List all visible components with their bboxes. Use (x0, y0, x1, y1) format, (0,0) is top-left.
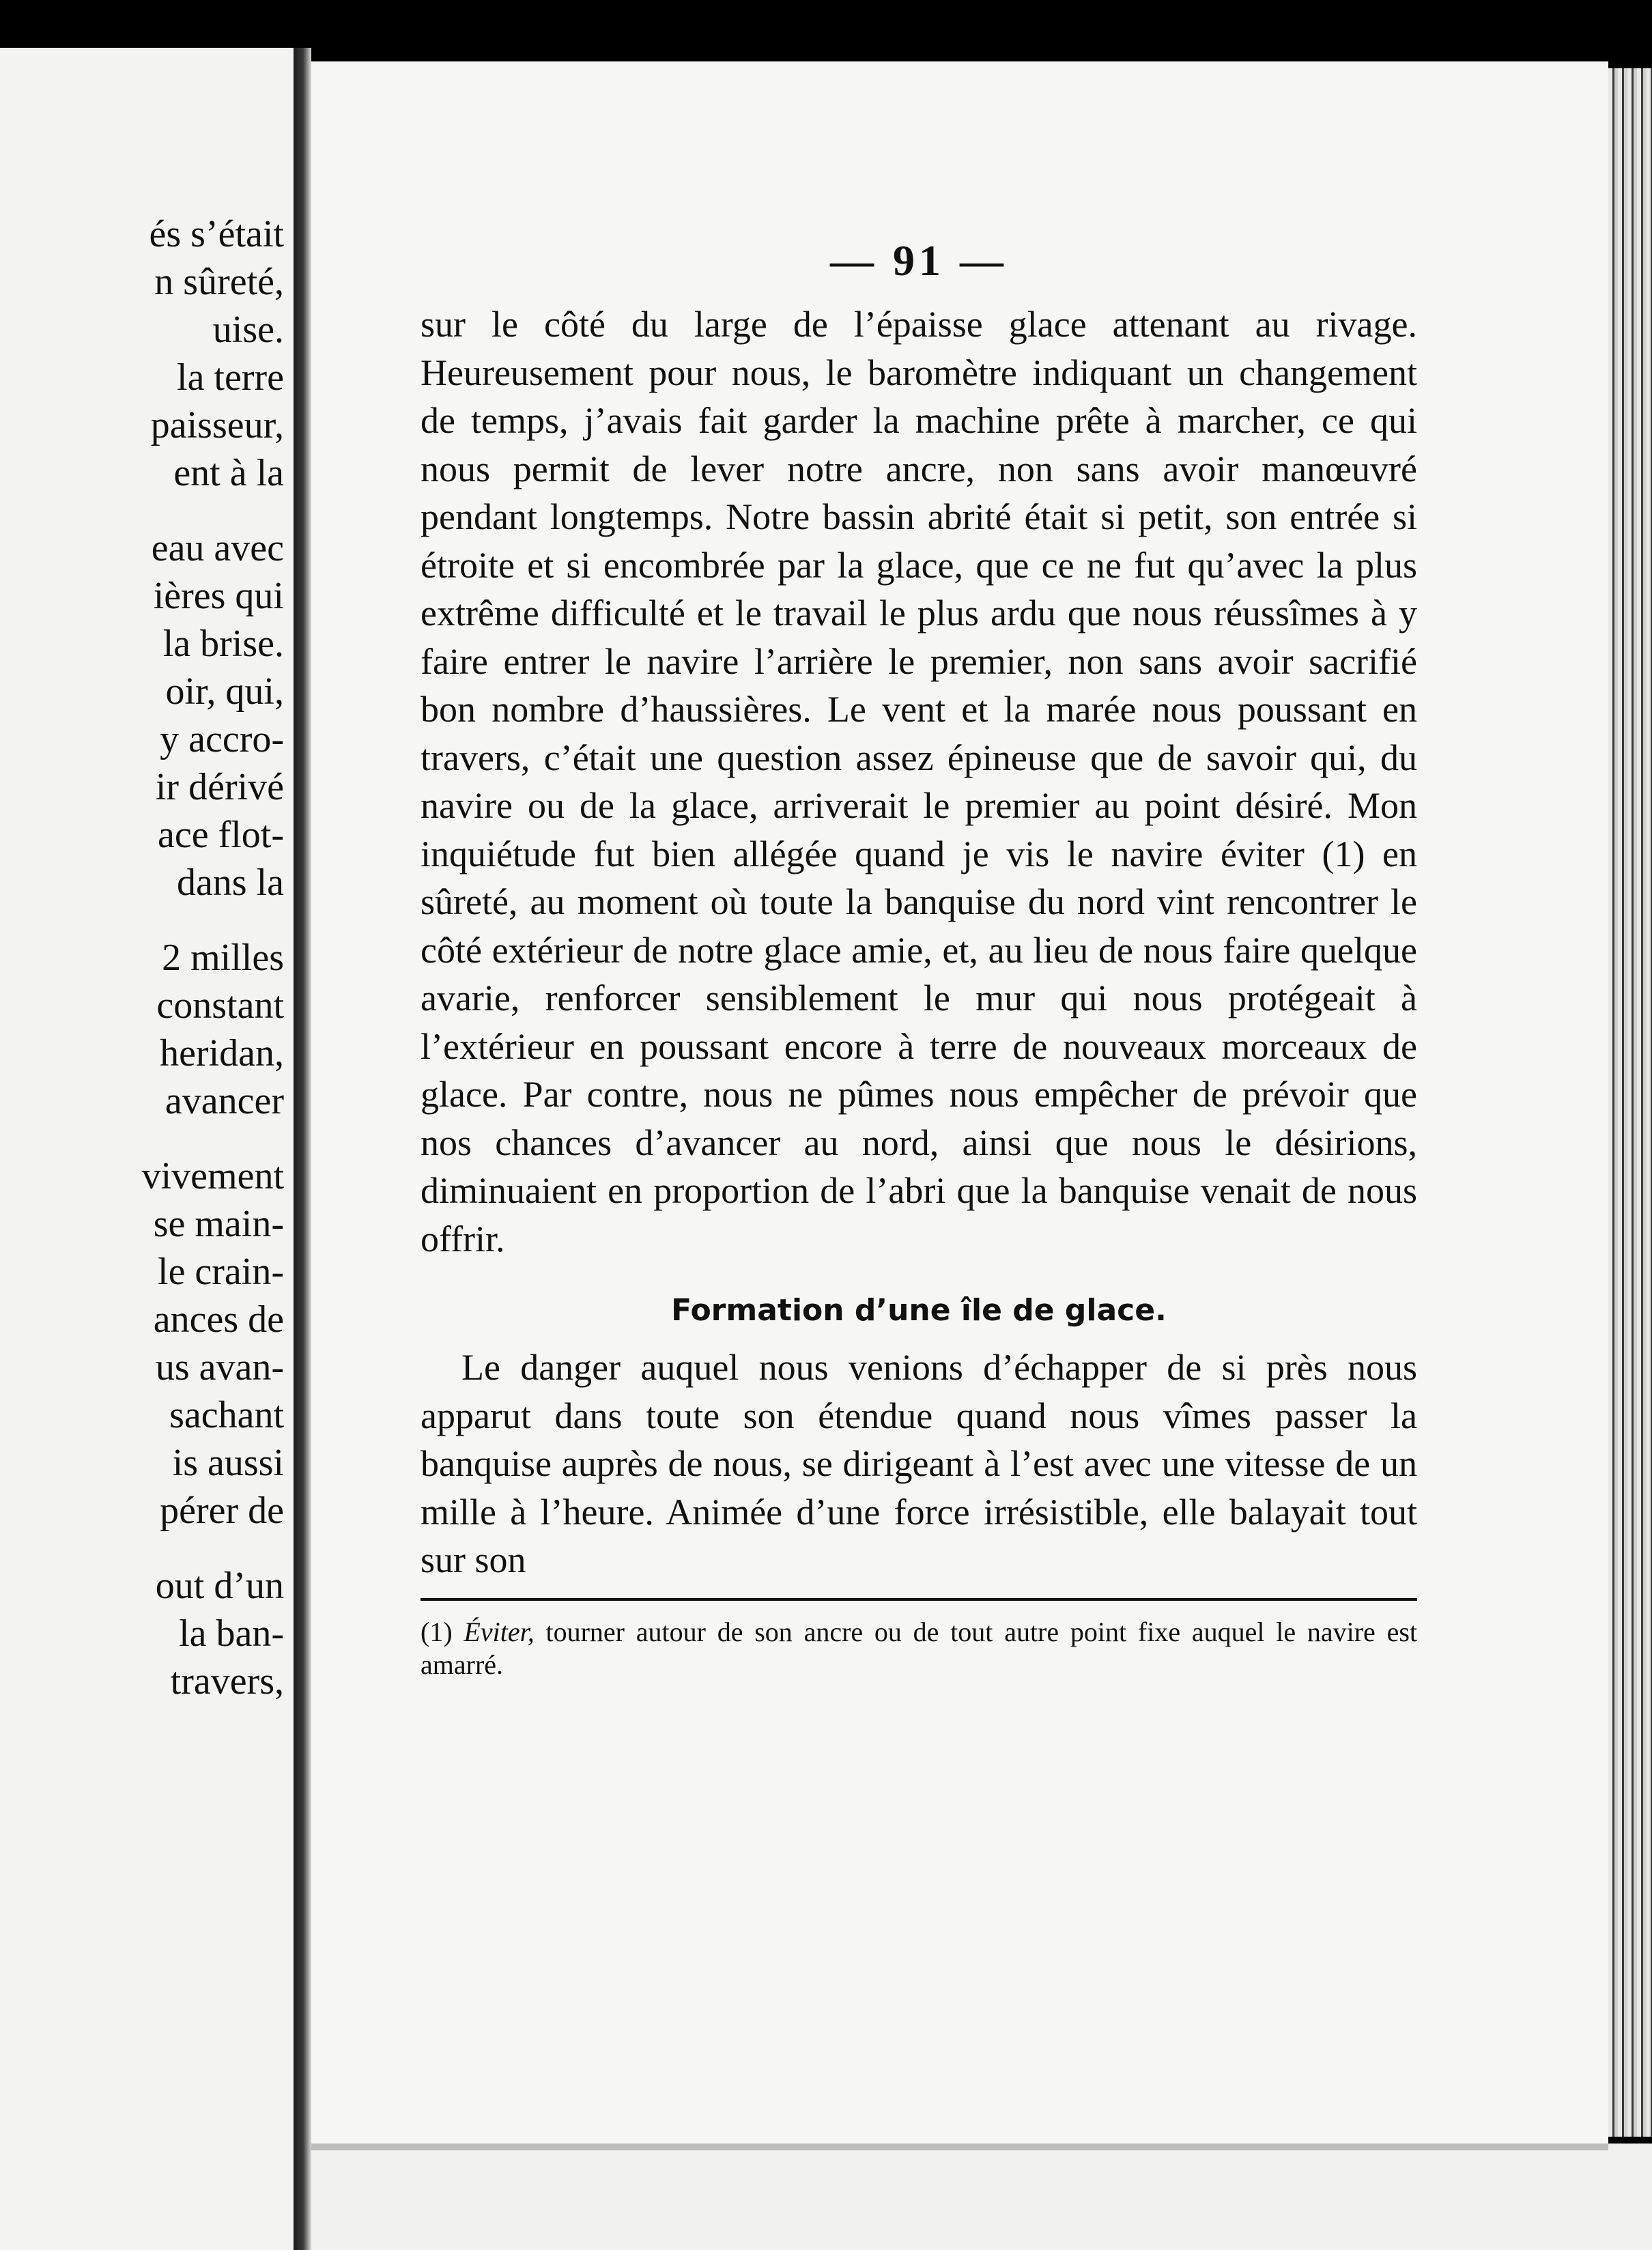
previous-page-line: la terre (177, 356, 284, 399)
body-paragraph-2: Le danger auquel nous venions d’échapper de si près nous apparut dans toute son étendue quand nous vîmes passer la banquise auprès de nous, se dirigeant à l’est avec une vitesse de un mille à l’heure. Animée d’une force irrésistible, elle balayait tout sur son (421, 1347, 1417, 1580)
page-edge-stack (1608, 68, 1652, 2137)
footnote-text: tourner autour de son ancre ou de tout autre point fixe auquel le navire est amarré. (421, 1616, 1417, 1680)
previous-page-line: la ban- (179, 1612, 284, 1655)
previous-page-line: oir, qui, (165, 670, 284, 713)
previous-page-line: és s’était (149, 213, 284, 255)
previous-page-line: us avan- (155, 1346, 284, 1389)
page-number: — 91 — (830, 236, 1008, 285)
book-page (311, 61, 1608, 2144)
previous-page-line: ent à la (173, 452, 284, 494)
previous-page-line: is aussi (172, 1442, 284, 1484)
previous-page-line: 2 milles (162, 937, 284, 979)
previous-page-line: n sûreté, (154, 261, 284, 303)
previous-page-line: out d’un (155, 1565, 284, 1607)
previous-page-line: ir dérivé (155, 766, 284, 808)
footnote-term: Éviter, (464, 1616, 535, 1647)
body-paragraph-1: sur le côté du large de l’épaisse glace attenant au rivage. Heureusement pour nous, le baromètre indiquant un changement de temps, j’avais fait garder la machine prête à marcher, ce qui nous permit de lever notre ancre, non sans avoir manœuvré pendant longtemps. Notre bassin abrité était si petit, son entrée si étroite et si encombrée par la glace, que ce ne fut qu’avec la plus extrême difficulté et le travail le plus ardu que nous réussîmes à y faire entrer le navire l’arrière le premier, non sans avoir sacrifié bon nombre d’haussières. Le vent et la marée nous poussant en travers, c’était une question assez épineuse que de savoir qui, du navire ou de la glace, arriverait le premier au point désiré. Mon inquiétude fut bien allégée quand je vis le navire éviter (1) en sûreté, au moment où toute la banquise du nord vint rencontrer le côté extérieur de notre glace amie, et, au lieu de nous faire quelque avarie, renforcer sensiblement le mur qui nous protégeait à l’extérieur en poussant encore à terre de nouveaux morceaux de glace. Par contre, nous ne pûmes nous empêcher de prévoir que nos chances d’avancer au nord, ainsi que nous le désirions, diminuaient en proportion de l’abri que la banquise venait de nous offrir. (421, 304, 1417, 1259)
previous-page-line: le crain- (158, 1251, 284, 1293)
previous-page-line: ières qui (153, 575, 284, 617)
previous-page-line: pérer de (160, 1490, 284, 1532)
previous-page-line: heridan, (160, 1032, 284, 1074)
page-body (421, 300, 1417, 1681)
footnote (421, 1616, 1417, 1681)
page-bottom-margin (311, 2144, 1652, 2250)
previous-page-line: dans la (176, 861, 284, 904)
section-heading: Formation d’une île de glace. (671, 1293, 1167, 1328)
previous-page-fragment (0, 48, 294, 2250)
book-gutter (294, 48, 311, 2250)
previous-page-line: vivement (141, 1155, 284, 1197)
previous-page-line: travers, (170, 1660, 284, 1703)
previous-page-line: uise. (212, 309, 284, 351)
previous-page-line: eau avec (151, 527, 284, 569)
previous-page-line: y accro- (160, 718, 284, 760)
previous-page-line: paisseur, (150, 404, 284, 446)
footnote-rule (421, 1598, 1417, 1601)
previous-page-line: ace flot- (158, 814, 284, 856)
previous-page-line: constant (156, 984, 284, 1027)
previous-page-line: sachant (169, 1394, 284, 1436)
previous-page-line: avancer (165, 1080, 284, 1122)
previous-page-line: ances de (153, 1298, 284, 1341)
previous-page-line: la brise. (162, 623, 284, 665)
previous-page-line: se main- (153, 1203, 284, 1245)
page-bottom-edge (311, 2144, 1608, 2150)
footnote-marker: (1) (421, 1616, 453, 1647)
